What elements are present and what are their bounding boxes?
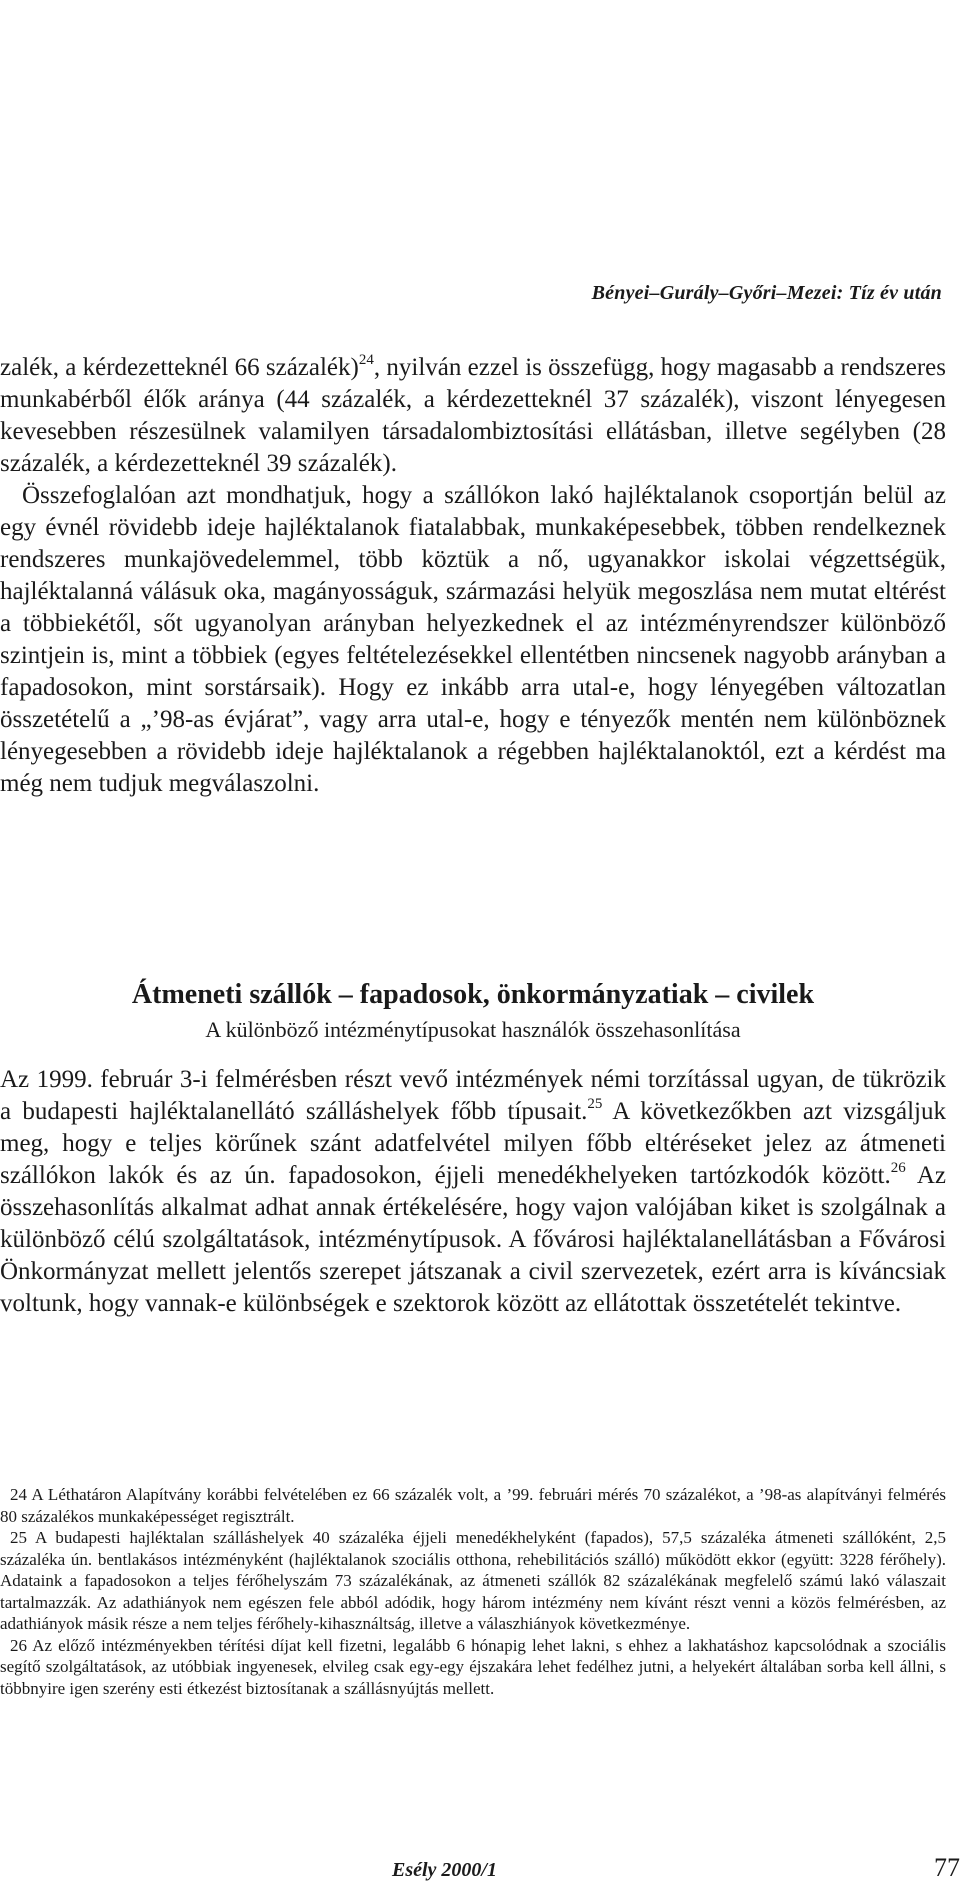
footnotes: [0, 1484, 946, 1699]
paragraph-summary: Összefoglalóan azt mondhatjuk, hogy a szállókon lakó hajléktalanok csoportján belül az egy évnél rövidebb ideje hajléktalanok fiatalabbak, munkaképesebbek, többen rendelkeznek rendszeres munkajövedelemmel, több köztük a nő, ugyanakkor iskolai végzettségük, hajléktalanná válásuk oka, magányosságuk, származási helyük megoszlása nem mutat eltérést a többiekétől, sőt ugyanolyan arányban helyezkednek el az intézményrendszer különböző szintjein is, mint a többiek (egyes feltételezésekkel ellentétben nincsenek nagyobb arányban a fapadosokon, mint sorstársaik). Hogy ez inkább arra utal-e, hogy lényegében változatlan összetételű a „’98-as évjárat”, vagy arra utal-e, hogy e tényezők mentén nem különböznek lényegesebben a rövidebb ideje hajléktalanok a régebben hajléktalanoktól, ezt a kérdést ma még nem tudjuk megválaszolni.: [0, 482, 946, 797]
section-subtitle: A különböző intézménytípusokat használók összehasonlítása: [205, 1017, 741, 1042]
body-text-block-2: [0, 1064, 946, 1320]
page-number: 77: [934, 1853, 960, 1882]
paragraph-intro: [0, 1064, 946, 1320]
footnote-26: 26 Az előző intézményekben térítési díjat kell fizetni, legalább 6 hónapig lehet lakni, s ehhez a lakhatáshoz kapcsolódnak a szociális segítő szolgáltatások, az utóbbiak ingyenesek, elvileg csak egy-egy éjszakára lehet fedélhez jutni, a helyekért általában sorba kell állni, s többnyire igen szerény esti étkezést biztosítanak a szállásnyújtás mellett.: [0, 1635, 946, 1698]
body-text-block-1: [0, 352, 946, 800]
section-title: Átmeneti szállók – fapadosok, önkormányzatiak – civilek: [131, 979, 815, 1010]
footnote-ref-25[interactable]: 25: [587, 1095, 603, 1112]
footnote-ref-26[interactable]: 26: [890, 1159, 906, 1176]
paragraph-text: Az összehasonlítás alkalmat adhat annak értékelésére, hogy vajon valójában kiket is szolgálnak a különböző célú szolgáltatások, intézménytípusok. A fővárosi hajléktalanellátásban a Fővárosi Önkormányzat mellett jelentős szerepet játszanak a civil szervezetek, ezért arra is kíváncsiak voltunk, hogy vannak-e különbségek e szektorok között az ellátottak összetételét tekintve.: [0, 1162, 946, 1317]
paragraph-text: , nyilván ezzel is összefügg, hogy magasabb a rendszeres munkabérből élők aránya (44 százalék, a kérdezetteknél 37 százalék), viszont lényegesen kevesebben részesülnek valamilyen társadalombiztosítási ellátásban, illetve segélyben (28 százalék, a kérdezetteknél 39 százalék).: [0, 354, 946, 477]
footnote-25: 25 A budapesti hajléktalan szálláshelyek 40 százaléka éjjeli menedékhelyként (fapados), 57,5 százaléka átmeneti szállóként, 2,5 százaléka ún. bentlakásos intézményként (hajléktalanok szociális otthona, rehebilitációs szálló) működött ekkor (együtt: 3228 férőhely). Adataink a fapadosokon a teljes férőhelyszám 73 százalékának, az átmeneti szállók 82 százalékának megfelelő számú lakó válaszait tartalmazzák. Az adathiányok nem egészen fele abból adódik, hogy három intézmény nem kívánt részt venni a közös felmérésben, az adathiányok másik része a nem teljes férőhely-kihasználtság, illetve a válaszhiányok következménye.: [0, 1528, 946, 1633]
footnote-ref-24[interactable]: 24: [358, 351, 374, 368]
paragraph-text: Az 1999. február 3-i felmérésben részt vevő intézmények némi torzítással ugyan, de tükrözik a budapesti hajléktalanellátó szálláshelyek főbb típusait.: [0, 1066, 946, 1125]
paragraph-text: A következőkben azt vizsgáljuk meg, hogy e teljes körűnek szánt adatfelvétel milyen főbb eltéréseket jelez az átmeneti szállókon lakók és az ún. fapadosokon, éjjeli menedékhelyeken tartózkodók között.: [0, 1098, 946, 1189]
paragraph-continuation: [0, 352, 946, 480]
footnote-24: 24 A Léthatáron Alapítvány korábbi felvételében ez 66 százalék volt, a ’99. februári mérés 70 százalékot, a ’98-as alapítványi felmérés 80 százalékos munkaképességet regisztrált.: [0, 1485, 946, 1526]
paragraph-text: zalék, a kérdezetteknél 66 százalék): [0, 354, 359, 381]
journal-footer: Esély 2000/1: [392, 1859, 497, 1881]
running-head: Bényei–Gurály–Győri–Mezei: Tíz év után: [591, 282, 942, 304]
